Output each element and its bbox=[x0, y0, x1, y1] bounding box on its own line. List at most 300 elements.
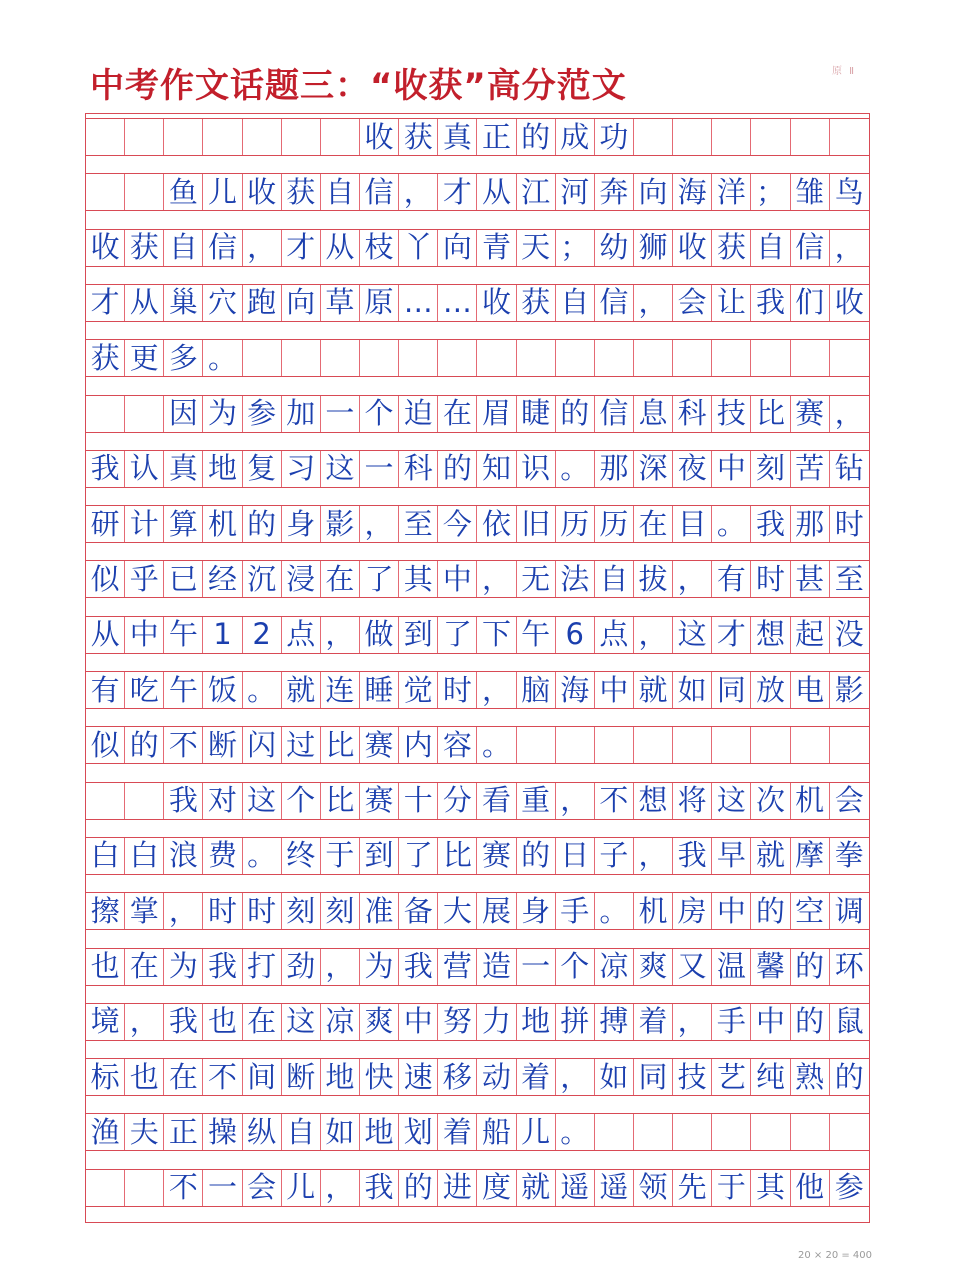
grid-cell: 吃 bbox=[125, 672, 164, 708]
grid-cell: 似 bbox=[86, 727, 125, 763]
grid-cell: 就 bbox=[634, 672, 673, 708]
grid-cell: 获 bbox=[712, 230, 751, 266]
grid-cell: 研 bbox=[86, 506, 125, 542]
grid-cell: 儿 bbox=[203, 174, 242, 210]
grid-cell: ， bbox=[834, 396, 864, 430]
grid-cell: 调 bbox=[834, 893, 864, 928]
grid-cell: 跑 bbox=[243, 285, 282, 321]
grid-cell: 巢 bbox=[164, 285, 203, 321]
grid-cell: 日 bbox=[556, 838, 595, 874]
grid-cell: 遥 bbox=[595, 1170, 634, 1206]
grid-cell: 就 bbox=[282, 672, 321, 708]
grid-cell: 的 bbox=[243, 506, 282, 542]
grid-cell: 着 bbox=[634, 1004, 673, 1040]
grid-cell: 机 bbox=[203, 506, 242, 542]
grid-cell: ， bbox=[321, 1170, 360, 1206]
grid-cell: 沉 bbox=[243, 561, 282, 597]
grid-cell: 在 bbox=[125, 949, 164, 985]
grid-cell bbox=[399, 340, 438, 376]
grid-cell: 我 bbox=[86, 451, 125, 487]
grid-cell: 环 bbox=[834, 949, 864, 983]
grid-cell: 了 bbox=[360, 561, 399, 597]
grid-cell: 会 bbox=[673, 285, 712, 321]
grid-cell: 地 bbox=[360, 1114, 399, 1150]
grid-cell: 夜 bbox=[673, 451, 712, 487]
grid-cell: 穴 bbox=[203, 285, 242, 321]
grid-cell: ， bbox=[673, 1004, 712, 1040]
grid-cell: 科 bbox=[673, 396, 712, 432]
grid-cell: 我 bbox=[360, 1170, 399, 1206]
grid-cell: 赛 bbox=[360, 727, 399, 763]
grid-cell: 狮 bbox=[634, 230, 673, 266]
grid-cell bbox=[321, 119, 360, 155]
grid-cell: 爽 bbox=[360, 1004, 399, 1040]
grid-cell: ， bbox=[634, 838, 673, 874]
grid-cell bbox=[673, 727, 712, 763]
grid-cell: 重 bbox=[517, 783, 556, 819]
grid-cell: 标 bbox=[86, 1059, 125, 1095]
grid-cell bbox=[673, 119, 712, 155]
grid-cell: ， bbox=[360, 506, 399, 542]
grid-cell: ； bbox=[556, 230, 595, 266]
grid-cell: 刻 bbox=[282, 893, 321, 929]
grid-cell bbox=[125, 783, 164, 819]
grid-cell: 。 bbox=[203, 340, 242, 376]
grid-row bbox=[86, 560, 869, 598]
grid-cell: 机 bbox=[634, 893, 673, 929]
grid-cell: 这 bbox=[321, 451, 360, 487]
grid-cell bbox=[556, 340, 595, 376]
grid-cell: 获 bbox=[282, 174, 321, 210]
grid-cell: ， bbox=[125, 1004, 164, 1040]
grid-cell: 比 bbox=[751, 396, 790, 432]
grid-cell bbox=[791, 727, 830, 763]
grid-cell: 信 bbox=[360, 174, 399, 210]
grid-cell: 午 bbox=[164, 672, 203, 708]
grid-cell: 信 bbox=[595, 285, 634, 321]
grid-cell: 身 bbox=[517, 893, 556, 929]
grid-cell bbox=[282, 119, 321, 155]
grid-cell: 到 bbox=[399, 617, 438, 653]
grid-cell: 又 bbox=[673, 949, 712, 985]
grid-cell: 时 bbox=[751, 561, 790, 597]
grid-cell bbox=[712, 119, 751, 155]
grid-cell: 时 bbox=[203, 893, 242, 929]
grid-cell bbox=[86, 174, 125, 210]
grid-cell: ， bbox=[243, 230, 282, 266]
grid-row bbox=[86, 892, 869, 930]
grid-cell: 真 bbox=[438, 119, 477, 155]
grid-cell: 似 bbox=[86, 561, 125, 597]
grid-cell bbox=[595, 727, 634, 763]
grid-row bbox=[86, 671, 869, 709]
grid-cell: 自 bbox=[751, 230, 790, 266]
grid-cell bbox=[438, 340, 477, 376]
grid-row bbox=[86, 229, 869, 267]
grid-cell: 着 bbox=[438, 1114, 477, 1150]
grid-cell: 移 bbox=[438, 1059, 477, 1095]
grid-cell: 着 bbox=[517, 1059, 556, 1095]
grid-cell: 自 bbox=[321, 174, 360, 210]
grid-cell: 饭 bbox=[203, 672, 242, 708]
grid-cell: 划 bbox=[399, 1114, 438, 1150]
grid-cell: 原 bbox=[360, 285, 399, 321]
grid-cell: 力 bbox=[477, 1004, 516, 1040]
grid-row bbox=[86, 450, 869, 488]
grid-cell: 渔 bbox=[86, 1114, 125, 1150]
grid-row bbox=[86, 837, 869, 875]
grid-cell: 乎 bbox=[125, 561, 164, 597]
grid-cell: 的 bbox=[438, 451, 477, 487]
grid-cell bbox=[712, 340, 751, 376]
grid-cell bbox=[360, 340, 399, 376]
grid-cell: 。 bbox=[556, 1114, 595, 1150]
grid-row bbox=[86, 173, 869, 211]
grid-cell: 为 bbox=[360, 949, 399, 985]
grid-cell: 知 bbox=[477, 451, 516, 487]
grid-cell: 其 bbox=[399, 561, 438, 597]
grid-cell: 遥 bbox=[556, 1170, 595, 1206]
grid-cell: 我 bbox=[399, 949, 438, 985]
grid-cell: 断 bbox=[282, 1059, 321, 1095]
grid-cell: 就 bbox=[751, 838, 790, 874]
grid-cell: 多 bbox=[164, 340, 203, 376]
grid-cell: 们 bbox=[791, 285, 830, 321]
grid-cell: 凉 bbox=[595, 949, 634, 985]
grid-cell: 鼠 bbox=[834, 1004, 864, 1039]
grid-cell bbox=[86, 1170, 125, 1206]
grid-cell: 间 bbox=[243, 1059, 282, 1095]
grid-cell: 历 bbox=[595, 506, 634, 542]
grid-cell bbox=[243, 119, 282, 155]
grid-cell: 的 bbox=[791, 1004, 830, 1040]
grid-cell: 时 bbox=[243, 893, 282, 929]
grid-cell: 为 bbox=[164, 949, 203, 985]
grid-cell: ， bbox=[556, 783, 595, 819]
grid-cell bbox=[517, 727, 556, 763]
grid-cell: 的 bbox=[751, 893, 790, 929]
grid-cell: 6 bbox=[556, 617, 595, 653]
grid-cell: 不 bbox=[595, 783, 634, 819]
grid-cell bbox=[164, 119, 203, 155]
grid-cell: 这 bbox=[673, 617, 712, 653]
grid-cell: 分 bbox=[438, 783, 477, 819]
grid-cell: 其 bbox=[751, 1170, 790, 1206]
grid-cell bbox=[125, 119, 164, 155]
grid-cell: 。 bbox=[712, 506, 751, 542]
grid-cell: 。 bbox=[477, 727, 516, 763]
grid-cell: 因 bbox=[164, 396, 203, 432]
grid-cell: 觉 bbox=[399, 672, 438, 708]
grid-cell: 才 bbox=[282, 230, 321, 266]
grid-cell: 馨 bbox=[751, 949, 790, 985]
grid-cell: ， bbox=[164, 893, 203, 929]
grid-cell: 从 bbox=[86, 617, 125, 653]
grid-cell: 向 bbox=[438, 230, 477, 266]
grid-cell: 的 bbox=[125, 727, 164, 763]
grid-cell: 了 bbox=[438, 617, 477, 653]
grid-cell: 也 bbox=[203, 1004, 242, 1040]
grid-cell bbox=[830, 1114, 869, 1150]
grid-cell bbox=[830, 340, 869, 376]
grid-cell: 自 bbox=[595, 561, 634, 597]
grid-cell bbox=[282, 340, 321, 376]
grid-cell: 浪 bbox=[164, 838, 203, 874]
grid-cell: … bbox=[438, 285, 477, 321]
grid-cell: 鸟 bbox=[834, 174, 864, 209]
grid-cell: 同 bbox=[712, 672, 751, 708]
grid-cell: 造 bbox=[477, 949, 516, 985]
grid-cell bbox=[712, 727, 751, 763]
grid-cell: 一 bbox=[203, 1170, 242, 1206]
grid-cell: 复 bbox=[243, 451, 282, 487]
grid-cell: 真 bbox=[164, 451, 203, 487]
grid-cell: 下 bbox=[477, 617, 516, 653]
grid-cell: 儿 bbox=[517, 1114, 556, 1150]
grid-row bbox=[86, 726, 869, 764]
grid-cell: 自 bbox=[164, 230, 203, 266]
grid-cell: 目 bbox=[673, 506, 712, 542]
grid-cell: 将 bbox=[673, 783, 712, 819]
grid-cell: 信 bbox=[203, 230, 242, 266]
grid-cell: 这 bbox=[243, 783, 282, 819]
grid-cell bbox=[673, 340, 712, 376]
grid-cell: 从 bbox=[477, 174, 516, 210]
grid-cell: 无 bbox=[517, 561, 556, 597]
grid-cell: 领 bbox=[634, 1170, 673, 1206]
grid-cell bbox=[712, 1114, 751, 1150]
grid-row bbox=[86, 1003, 869, 1041]
grid-cell bbox=[125, 396, 164, 432]
grid-cell: 个 bbox=[556, 949, 595, 985]
grid-cell: 在 bbox=[634, 506, 673, 542]
grid-cell: 旧 bbox=[517, 506, 556, 542]
grid-cell: 息 bbox=[634, 396, 673, 432]
grid-cell: 操 bbox=[203, 1114, 242, 1150]
grid-cell: 闪 bbox=[243, 727, 282, 763]
grid-cell: 那 bbox=[595, 451, 634, 487]
grid-cell: 赛 bbox=[360, 783, 399, 819]
grid-cell: 甚 bbox=[791, 561, 830, 597]
grid-cell: 向 bbox=[282, 285, 321, 321]
grid-cell: 在 bbox=[243, 1004, 282, 1040]
grid-cell bbox=[517, 340, 556, 376]
grid-cell bbox=[634, 119, 673, 155]
grid-cell: 深 bbox=[634, 451, 673, 487]
grid-cell: 刻 bbox=[321, 893, 360, 929]
grid-cell: 到 bbox=[360, 838, 399, 874]
grid-cell: 午 bbox=[517, 617, 556, 653]
grid-cell: 擦 bbox=[86, 893, 125, 929]
grid-cell: 凉 bbox=[321, 1004, 360, 1040]
grid-cell: 自 bbox=[556, 285, 595, 321]
grid-cell: 温 bbox=[712, 949, 751, 985]
grid-cell: 。 bbox=[243, 672, 282, 708]
grid-cell: 白 bbox=[125, 838, 164, 874]
grid-cell: 机 bbox=[791, 783, 830, 819]
grid-row bbox=[86, 1169, 869, 1207]
grid-cell bbox=[830, 727, 869, 763]
grid-row bbox=[86, 118, 869, 156]
grid-cell bbox=[751, 1114, 790, 1150]
grid-cell: 睡 bbox=[360, 672, 399, 708]
grid-cell: ， bbox=[673, 561, 712, 597]
grid-cell: 技 bbox=[673, 1059, 712, 1095]
grid-row bbox=[86, 948, 869, 986]
grid-cell bbox=[751, 119, 790, 155]
grid-cell: 的 bbox=[834, 1059, 864, 1094]
grid-cell: 同 bbox=[634, 1059, 673, 1095]
grid-cell: ， bbox=[477, 561, 516, 597]
grid-cell: 。 bbox=[243, 838, 282, 874]
grid-cell: 中 bbox=[595, 672, 634, 708]
grid-row bbox=[86, 284, 869, 322]
grid-cell: 河 bbox=[556, 174, 595, 210]
grid-cell: ， bbox=[634, 285, 673, 321]
grid-cell: 中 bbox=[125, 617, 164, 653]
grid-cell: 身 bbox=[282, 506, 321, 542]
grid-cell bbox=[634, 340, 673, 376]
grid-cell: 海 bbox=[673, 174, 712, 210]
grid-cell: 影 bbox=[834, 672, 864, 707]
grid-cell: 儿 bbox=[282, 1170, 321, 1206]
grid-cell bbox=[673, 1114, 712, 1150]
grid-cell: 识 bbox=[517, 451, 556, 487]
grid-cell: 想 bbox=[751, 617, 790, 653]
grid-cell: 早 bbox=[712, 838, 751, 874]
grid-cell: 钻 bbox=[834, 451, 864, 486]
grid-cell: 如 bbox=[321, 1114, 360, 1150]
grid-cell bbox=[830, 119, 869, 155]
grid-cell: 丫 bbox=[399, 230, 438, 266]
grid-cell bbox=[86, 396, 125, 432]
grid-cell: 想 bbox=[634, 783, 673, 819]
grid-row bbox=[86, 1058, 869, 1096]
grid-cell: 雏 bbox=[791, 174, 830, 210]
grid-cell: 参 bbox=[243, 396, 282, 432]
grid-cell: 获 bbox=[517, 285, 556, 321]
grid-cell: 江 bbox=[517, 174, 556, 210]
grid-cell: 就 bbox=[517, 1170, 556, 1206]
grid-cell bbox=[751, 727, 790, 763]
grid-cell: 个 bbox=[360, 396, 399, 432]
composition-grid-sheet bbox=[85, 113, 870, 1223]
grid-cell: 我 bbox=[203, 949, 242, 985]
grid-cell: 拳 bbox=[834, 838, 864, 873]
grid-cell: 房 bbox=[673, 893, 712, 929]
grid-cell: 至 bbox=[399, 506, 438, 542]
grid-cell: 努 bbox=[438, 1004, 477, 1040]
grid-cell: 经 bbox=[203, 561, 242, 597]
grid-cell: 有 bbox=[86, 672, 125, 708]
grid-cell: 白 bbox=[86, 838, 125, 874]
grid-cell: ， bbox=[834, 230, 864, 265]
grid-cell: 劲 bbox=[282, 949, 321, 985]
grid-cell: 打 bbox=[243, 949, 282, 985]
grid-cell: 为 bbox=[203, 396, 242, 432]
grid-cell: 电 bbox=[791, 672, 830, 708]
grid-cell: 如 bbox=[595, 1059, 634, 1095]
grid-cell: 向 bbox=[634, 174, 673, 210]
grid-cell bbox=[125, 174, 164, 210]
grid-cell: 展 bbox=[477, 893, 516, 929]
grid-cell: 赛 bbox=[791, 396, 830, 432]
grid-cell: 营 bbox=[438, 949, 477, 985]
grid-cell bbox=[125, 1170, 164, 1206]
grid-cell: 技 bbox=[712, 396, 751, 432]
grid-cell: 熟 bbox=[791, 1059, 830, 1095]
grid-cell: 才 bbox=[438, 174, 477, 210]
grid-cell: ， bbox=[399, 174, 438, 210]
grid-cell bbox=[203, 119, 242, 155]
grid-cell: 信 bbox=[595, 396, 634, 432]
grid-cell: 更 bbox=[125, 340, 164, 376]
grid-cell bbox=[791, 1114, 830, 1150]
grid-cell: 快 bbox=[360, 1059, 399, 1095]
grid-cell: 收 bbox=[243, 174, 282, 210]
grid-cell: 没 bbox=[834, 617, 864, 652]
grid-cell: 加 bbox=[282, 396, 321, 432]
grid-cell bbox=[791, 340, 830, 376]
grid-cell: 收 bbox=[86, 230, 125, 266]
grid-cell: ， bbox=[321, 617, 360, 653]
grid-cell: 自 bbox=[282, 1114, 321, 1150]
grid-cell: 速 bbox=[399, 1059, 438, 1095]
grid-cell: 迫 bbox=[399, 396, 438, 432]
grid-cell: 中 bbox=[712, 451, 751, 487]
grid-cell: 掌 bbox=[125, 893, 164, 929]
grid-cell: ， bbox=[321, 949, 360, 985]
grid-cell bbox=[86, 119, 125, 155]
grid-cell: 的 bbox=[791, 949, 830, 985]
grid-cell bbox=[634, 1114, 673, 1150]
grid-row bbox=[86, 395, 869, 433]
grid-cell: 依 bbox=[477, 506, 516, 542]
grid-cell bbox=[86, 783, 125, 819]
grid-cell: 于 bbox=[712, 1170, 751, 1206]
grid-cell: 比 bbox=[438, 838, 477, 874]
grid-cell: 他 bbox=[791, 1170, 830, 1206]
grid-cell: 时 bbox=[438, 672, 477, 708]
grid-cell: 的 bbox=[556, 396, 595, 432]
grid-cell bbox=[751, 340, 790, 376]
grid-cell: 手 bbox=[712, 1004, 751, 1040]
grid-cell: 过 bbox=[282, 727, 321, 763]
grid-cell: 正 bbox=[164, 1114, 203, 1150]
grid-cell: 正 bbox=[477, 119, 516, 155]
grid-row bbox=[86, 505, 869, 543]
grid-cell: 境 bbox=[86, 1004, 125, 1040]
grid-cell: 才 bbox=[86, 285, 125, 321]
grid-cell: 草 bbox=[321, 285, 360, 321]
grid-cell: 眉 bbox=[477, 396, 516, 432]
grid-cell: 地 bbox=[321, 1059, 360, 1095]
grid-cell: 不 bbox=[203, 1059, 242, 1095]
grid-cell: 苦 bbox=[791, 451, 830, 487]
grid-cell: 法 bbox=[556, 561, 595, 597]
grid-cell: 参 bbox=[834, 1170, 864, 1205]
grid-cell: 计 bbox=[125, 506, 164, 542]
grid-cell: … bbox=[399, 285, 438, 321]
grid-cell: 获 bbox=[399, 119, 438, 155]
grid-cell: 至 bbox=[834, 561, 864, 596]
grid-cell: 。 bbox=[556, 451, 595, 487]
grid-row bbox=[86, 339, 869, 377]
grid-cell: 一 bbox=[517, 949, 556, 985]
grid-cell: 大 bbox=[438, 893, 477, 929]
grid-cell: 纯 bbox=[751, 1059, 790, 1095]
grid-cell: 比 bbox=[321, 783, 360, 819]
